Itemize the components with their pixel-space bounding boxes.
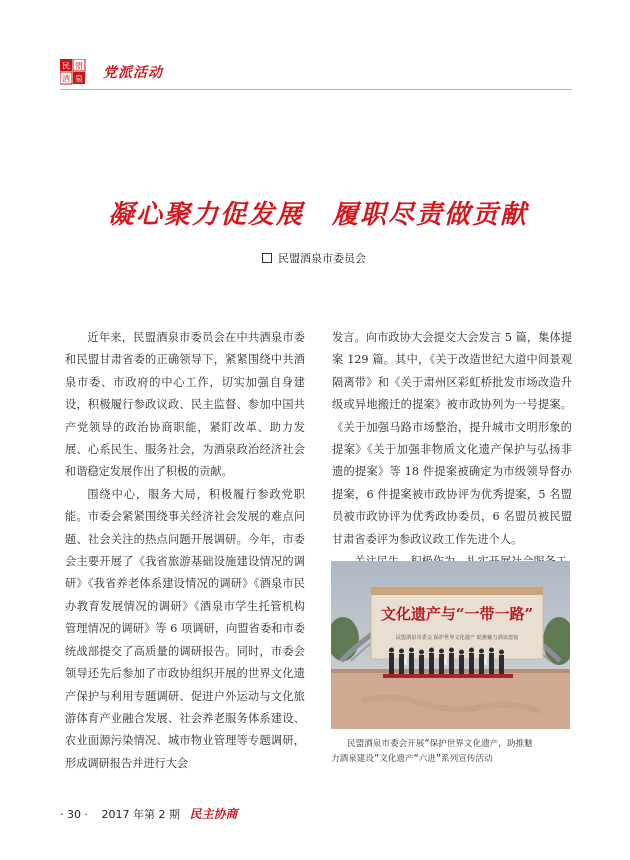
title-part-2: 履职尽责做贡献	[332, 200, 529, 230]
logo-char-1: 民	[62, 61, 70, 71]
banner-sub-text: 民盟酒泉市委会 保护世界文化遗产 助推魅力酒泉建设	[395, 635, 519, 641]
section-label: 党派活动	[103, 65, 163, 81]
logo-char-4: 泉	[75, 74, 83, 84]
byline-box-icon	[262, 253, 272, 263]
paragraph: 近年来，民盟酒泉市委员会在中共酒泉市委和民盟甘肃省委的正确领导下，紧紧围绕中共酒泉市委、市政府的中心工作，切实加强自身建设，积极履行参政议政、民主监督、参加中国共产党领导的政治协商职能，紧盯改革、助力发展、心系民生、服务社会，为酒泉政治经济社会和谐稳定发展作出了积极的贡献。	[65, 331, 305, 479]
issue-label: 2017 年第 2 期	[101, 808, 180, 821]
caption-line-2: 力酒泉建设”文化遗产“六进”系列宣传活动	[331, 754, 493, 764]
caption-line-1: 民盟酒泉市委会开展“保护世界文化遗产，助推魅	[347, 739, 533, 749]
header-divider	[60, 89, 572, 90]
byline	[262, 250, 366, 266]
byline-author: 民盟酒泉市委员会	[278, 252, 366, 265]
page-number: · 30 ·	[60, 808, 88, 821]
page-footer	[60, 805, 237, 822]
event-photo	[331, 561, 570, 729]
logo-char-2: 盟	[75, 61, 83, 71]
banner-main-text: 文化遗产与“一带一路”	[380, 605, 534, 623]
magazine-logo	[60, 59, 100, 85]
logo-char-3: 酒	[62, 74, 70, 84]
paragraph: 围绕中心，服务大局，积极履行参政党职能。市委会紧紧围绕事关经济社会发展的难点问题、社会关注的热点问题开展调研。今年，市委会主要开展了《我省旅游基础设施建设情况的调研》《我省养老体系建设情况的调研》《酒泉市民办教育发展情况的调研》《酒泉市学生托管机构管理情况的调研》等 6 项调研，向盟省委和市委统战部提交了高质量的调研报告。同时，市委会领导还先后参加了市政协组织开展的世界文化遗产保护与利用专题调研、促进户外运动与文化旅游体育产业融合发展、社会养老服务体系建设、农业面源污染情况、城市物业管理等专题调研，形成调研报告并进行大会	[65, 487, 305, 770]
title-part-1: 凝心聚力促发展	[107, 200, 304, 230]
magazine-name: 民主协商	[189, 807, 238, 821]
right-column	[332, 327, 572, 573]
article-title	[98, 194, 538, 231]
photo-caption	[331, 737, 571, 767]
left-column	[65, 327, 305, 775]
paragraph: 发言。向市政协大会提交大会发言 5 篇，集体提案 129 篇。其中，《关于改造世纪大道中间景观隔离带》和《关于肃州区彩虹桥批发市场改造升级或异地搬迁的提案》被市政协列为一号提案。《关于加强马路市场整治，提升城市文明形象的提案》《关于加强非物质文化遗产保护与弘扬非遗的提案》等 18 件提案被确定为市级领导督办提案，6 件提案被市政协评为优秀提案，5 名盟员被市政协评为优秀政协委员，6 名盟员被民盟甘肃省委评为参政议政工作先进个人。	[332, 331, 572, 546]
